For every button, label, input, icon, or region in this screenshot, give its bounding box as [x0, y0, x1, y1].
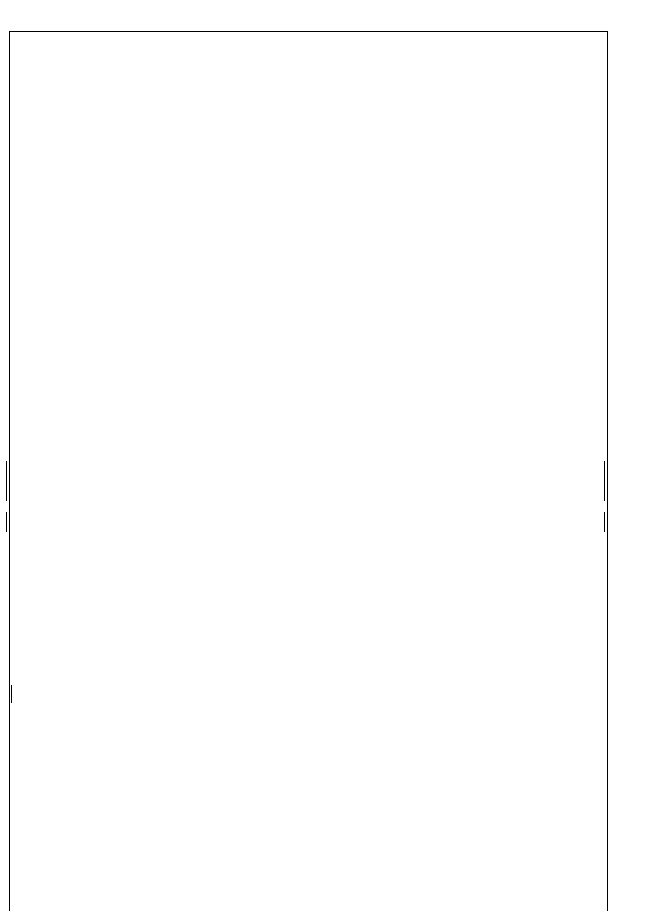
scan-bar-left: [11, 685, 12, 703]
scan-bar-left: [6, 461, 7, 501]
table-frame: [9, 31, 608, 911]
scan-bar-left: [6, 512, 7, 532]
scan-bar-right: [604, 512, 605, 532]
scan-bar-right: [604, 461, 605, 501]
